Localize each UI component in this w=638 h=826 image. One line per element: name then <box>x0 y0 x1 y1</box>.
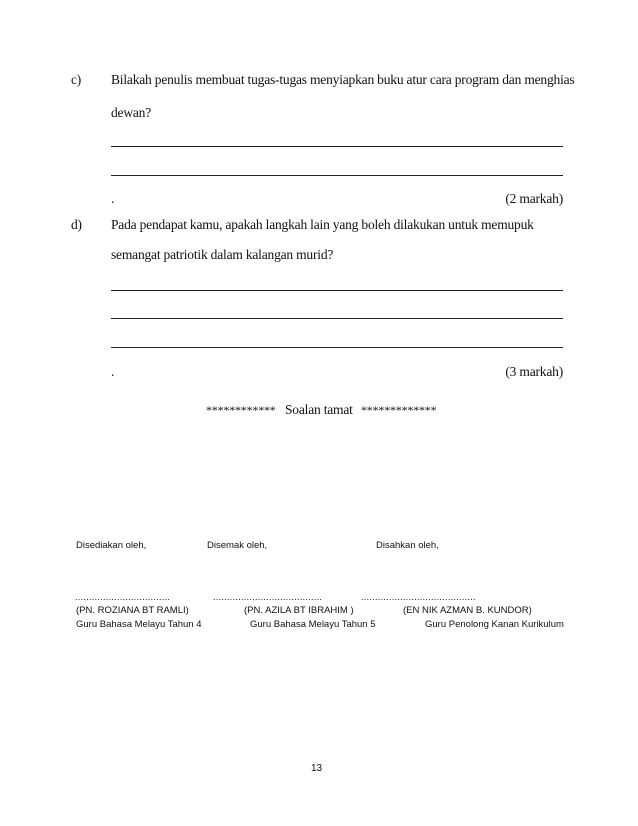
signature-line-approved: ......................................... <box>361 592 476 602</box>
signature-name-approved: (EN NIK AZMAN B. KUNDOR) <box>403 605 532 616</box>
question-c-text-line2: dewan? <box>111 105 152 120</box>
question-c-end-dot: . <box>111 191 115 206</box>
question-c-marks: (2 markah) <box>505 191 563 206</box>
signature-role-approved: Disahkan oleh, <box>376 540 439 551</box>
end-marker-text: Soalan tamat <box>285 402 353 417</box>
signature-name-reviewed: (PN. AZILA BT IBRAHIM ) <box>244 605 354 616</box>
signature-name-prepared: (PN. ROZIANA BT RAMLI) <box>76 605 189 616</box>
answer-line-d1 <box>111 290 563 291</box>
question-d-marks: (3 markah) <box>505 364 563 379</box>
question-d-label: d) <box>71 217 82 232</box>
signature-role-prepared: Disediakan oleh, <box>76 540 147 551</box>
question-d-end-dot: . <box>111 364 115 379</box>
end-marker-stars-left: ************ <box>206 403 276 417</box>
question-d-text-line2: semangat patriotik dalam kalangan murid? <box>111 247 334 262</box>
answer-line-c1 <box>111 146 563 147</box>
answer-line-d2 <box>111 318 563 319</box>
end-marker-stars-right: ************* <box>361 403 437 417</box>
question-d-text-line1: Pada pendapat kamu, apakah langkah lain yang boleh dilakukan untuk memupuk <box>111 217 534 232</box>
page-number: 13 <box>311 763 323 774</box>
signature-line-reviewed: ....................................... <box>213 592 323 602</box>
answer-line-c2 <box>111 175 563 176</box>
signature-title-reviewed: Guru Bahasa Melayu Tahun 5 <box>250 619 376 630</box>
question-c-text-line1: Bilakah penulis membuat tugas-tugas menyiapkan buku atur cara program dan menghias <box>111 72 575 87</box>
question-c-label: c) <box>71 72 82 87</box>
answer-line-d3 <box>111 347 563 348</box>
signature-title-prepared: Guru Bahasa Melayu Tahun 4 <box>76 619 202 630</box>
signature-line-prepared: .................................. <box>75 592 171 602</box>
signature-title-approved: Guru Penolong Kanan Kurikulum <box>425 619 564 630</box>
signature-role-reviewed: Disemak oleh, <box>207 540 268 551</box>
